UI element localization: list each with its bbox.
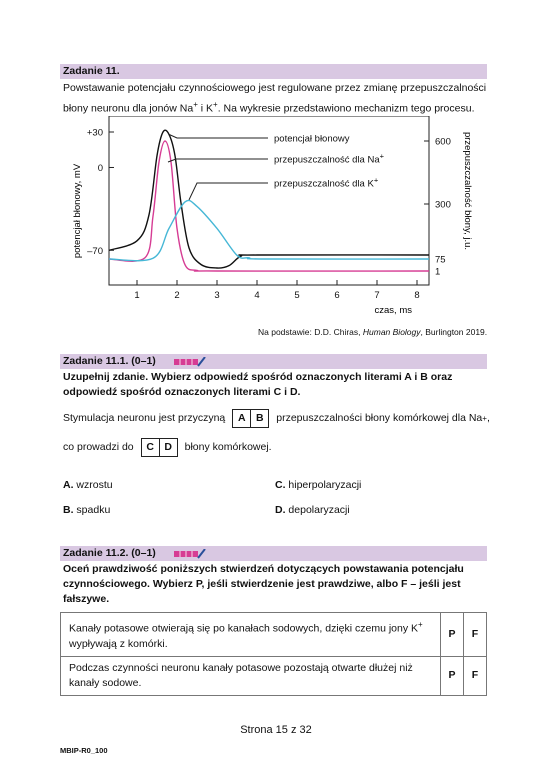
task111-sentence-line1 [63,409,490,428]
answer-p-1[interactable]: P [441,613,464,657]
option-c [275,478,361,493]
x-tick-label: 6 [334,290,340,301]
source-suffix: , Burlington 2019. [420,327,488,337]
option-d-text: depolaryzacji [288,504,350,516]
pencil-icon [174,357,206,367]
true-false-table [60,612,487,696]
option-b-letter: B. [63,504,74,516]
option-c-text: hiperpolaryzacji [288,479,362,491]
action-potential-chart [60,116,490,331]
option-b-text: spadku [76,504,111,516]
option-d-letter: D. [275,504,286,516]
series-line-3 [109,200,429,260]
x-tick-label: 2 [174,290,180,301]
task111-instruction-line1: Uzupełnij zdanie. Wybierz odpowiedź spośród oznaczonych literami A i B oraz [63,371,453,383]
source-citation [258,327,487,337]
series-line-2 [109,141,429,271]
sup-plus: + [418,620,423,629]
statement-cell [61,613,441,657]
task11-title: Zadanie 11. [63,65,120,77]
task112-instruction-line3: fałszywe. [63,593,110,605]
intro-text-c: . Na wykresie przedstawiono mechanizm tego procesu. [217,102,475,115]
task11-intro-line1: Powstawanie potencjału czynnościowego jest regulowane przez zmianę przepuszczalności [63,82,487,94]
left-tick-label: +30 [86,127,103,139]
statement-cell [61,656,441,695]
task111-title: Zadanie 11.1. (0–1) [63,355,156,367]
option-c-letter: C. [275,479,286,491]
x-tick-label: 3 [214,290,220,301]
x-tick-label: 8 [414,290,420,301]
leader-line [168,159,268,162]
choice-box-ab [232,409,269,428]
statement-1-line1: Kanały potasowe otwierają się po kanałach sodowych, dzięki czemu jony K [69,622,419,635]
statement-2-line2: kanały sodowe. [69,676,142,689]
source-prefix: Na podstawie: D.D. Chiras, [258,327,363,337]
right-tick-label: 1 [435,266,441,278]
option-b [63,503,110,518]
right-axis-label: przepuszczalność błony, j.u. [462,131,473,251]
choice-b[interactable]: B [251,409,269,428]
intro-text-a: błony neuronu dla jonów Na [63,102,194,115]
task112-instruction-line1: Oceń prawdziwość poniższych stwierdzeń dotyczących powstawania potencjału [63,563,464,575]
sup-plus-na: + [193,100,198,109]
option-a-text: wzrostu [76,479,113,491]
task11-header-bar [60,64,487,79]
series-label-2: przepuszczalność dla Na+ [274,151,384,166]
sup-plus: + [379,151,384,161]
leader-line [169,134,268,138]
statement-2-line1: Podczas czynności neuronu kanały potasowe pozostają otwarte dłużej niż [69,661,413,674]
sup-plus: + [373,175,379,185]
answer-f-2[interactable]: F [464,656,487,695]
table-row [61,656,487,695]
task112-instruction-line2: czynnościowego. Wybierz P, jeśli stwierdzenie jest prawdziwe, albo F – jeśli jest [63,578,461,590]
sup-plus: + [482,414,487,423]
task111-instruction [63,370,452,400]
sentence-part2: przepuszczalności błony komórkowej dla Na [276,412,483,424]
left-axis-label: potencjał błonowy, mV [72,163,83,259]
sentence-part4: błony komórkowej. [184,441,272,453]
series-label-1: potencjał błonowy [274,133,350,145]
pencil-icon [174,549,206,559]
x-tick-label: 1 [134,290,140,301]
page-number: Strona 15 z 32 [240,724,312,736]
right-tick-label: 75 [435,254,446,266]
task111-sentence-line2 [63,438,272,457]
choice-d[interactable]: D [160,438,178,457]
x-tick-label: 4 [254,290,260,301]
right-tick-label: 600 [435,136,451,148]
statement-1-line2: wypływają z komórki. [69,637,168,650]
sup-plus-k: + [213,100,218,109]
task111-instruction-line2: odpowiedź spośród oznaczonych literami C i D. [63,386,301,398]
source-book: Human Biology [362,327,421,337]
answer-f-1[interactable]: F [464,613,487,657]
x-axis-label: czas, ms [374,305,412,316]
series-label-3: przepuszczalność dla K+ [274,175,379,190]
task112-instruction [63,562,464,607]
left-tick-label: 0 [97,162,103,174]
choice-c[interactable]: C [141,438,160,457]
option-d [275,503,350,518]
option-a-letter: A. [63,479,74,491]
answer-p-2[interactable]: P [441,656,464,695]
choice-a[interactable]: A [232,409,251,428]
leader-line [189,183,268,200]
sentence-part2-end: , [486,412,490,424]
x-tick-label: 5 [294,290,300,301]
right-tick-label: 300 [435,199,451,211]
intro-text-b: i K [197,102,214,115]
task11-intro-line2 [63,97,475,117]
table-row [61,613,487,657]
exam-code: MBIP-R0_100 [60,746,108,755]
x-tick-label: 7 [374,290,380,301]
sentence-part1: Stymulacja neuronu jest przyczyną [63,412,226,424]
left-tick-label: –70 [87,245,103,257]
sentence-part3: co prowadzi do [63,441,134,453]
choice-box-cd [141,438,178,457]
option-a [63,478,113,493]
task112-title: Zadanie 11.2. (0–1) [63,547,156,559]
